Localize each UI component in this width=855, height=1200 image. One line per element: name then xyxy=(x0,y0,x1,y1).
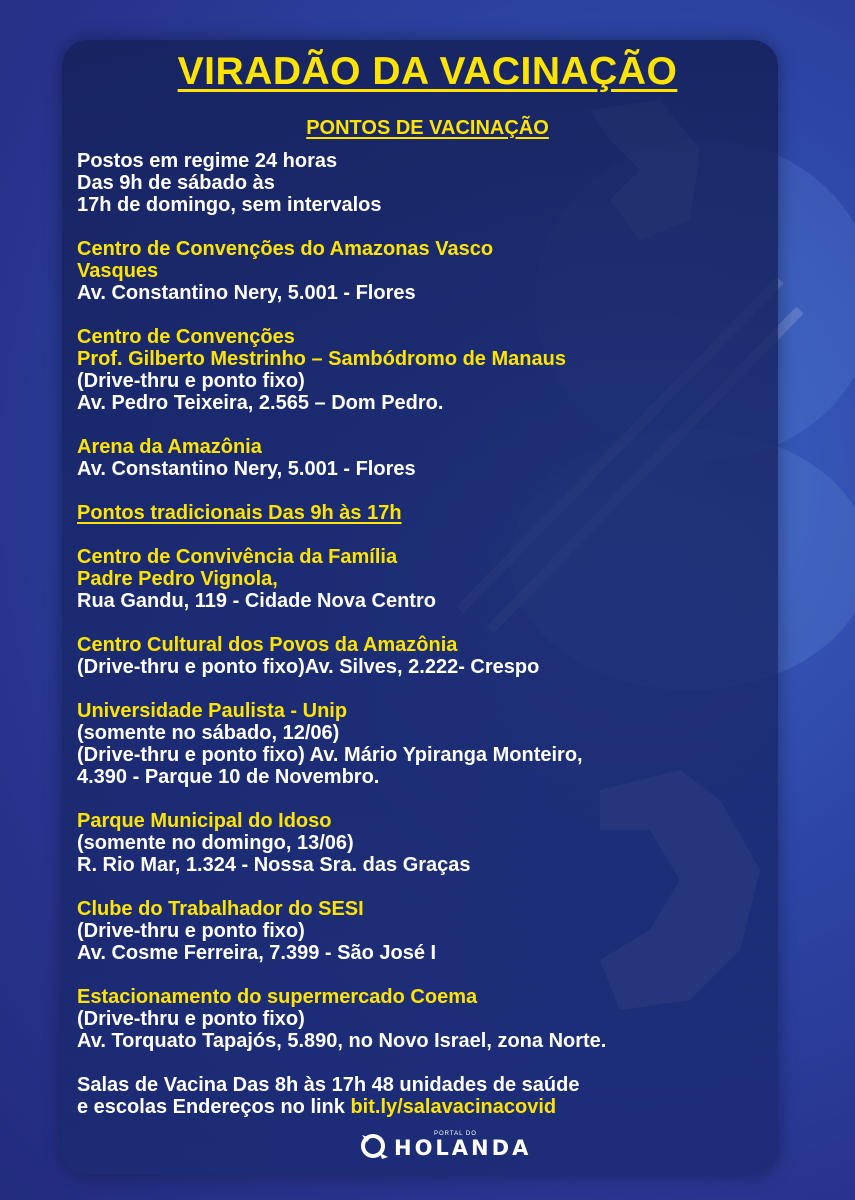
location-detail: Av. Cosme Ferreira, 7.399 - São José I xyxy=(77,942,437,964)
location-name: Centro de Convenções do Amazonas Vasco xyxy=(77,238,494,260)
location-name: Estacionamento do supermercado Coema xyxy=(77,986,478,1008)
location-detail: Av. Torquato Tapajós, 5.890, no Novo Israel, zona Norte. xyxy=(77,1030,607,1052)
portal-logo xyxy=(358,1128,531,1162)
location-detail: (Drive-thru e ponto fixo) xyxy=(77,920,305,942)
traditional-heading: Pontos tradicionais Das 9h às 17h xyxy=(77,502,402,524)
location-name: Vasques xyxy=(77,260,159,282)
location-item xyxy=(77,238,767,304)
footer-line xyxy=(77,1096,767,1118)
location-detail: (Drive-thru e ponto fixo) xyxy=(77,1008,305,1030)
location-item xyxy=(77,810,767,876)
location-detail: R. Rio Mar, 1.324 - Nossa Sra. das Graças xyxy=(77,854,471,876)
location-name: Parque Municipal do Idoso xyxy=(77,810,332,832)
page-title-text: VIRADÃO DA VACINAÇÃO xyxy=(177,50,678,93)
location-detail: Av. Constantino Nery, 5.001 - Flores xyxy=(77,458,416,480)
location-item xyxy=(77,986,767,1052)
location-detail: Av. Pedro Teixeira, 2.565 – Dom Pedro. xyxy=(77,392,444,414)
location-detail: (Drive-thru e ponto fixo) Av. Mário Ypiranga Monteiro, xyxy=(77,744,583,766)
page-title xyxy=(0,50,855,94)
intro-line: Postos em regime 24 horas xyxy=(77,150,338,172)
location-detail: Rua Gandu, 119 - Cidade Nova Centro xyxy=(77,590,436,612)
location-item xyxy=(77,326,767,414)
location-name: Universidade Paulista - Unip xyxy=(77,700,348,722)
location-name: Centro Cultural dos Povos da Amazônia xyxy=(77,634,458,656)
location-detail: (somente no sábado, 12/06) xyxy=(77,722,340,744)
location-name: Clube do Trabalhador do SESI xyxy=(77,898,364,920)
subtitle: PONTOS DE VACINAÇÃO xyxy=(306,117,549,139)
content xyxy=(77,150,767,1118)
location-name: Centro de Convivência da Família xyxy=(77,546,398,568)
location-item xyxy=(77,436,767,480)
location-item xyxy=(77,546,767,612)
location-item xyxy=(77,634,767,678)
location-item xyxy=(77,898,767,964)
location-detail: 4.390 - Parque 10 de Novembro. xyxy=(77,766,380,788)
logo-small-text: PORTAL DO xyxy=(434,1131,477,1137)
vaccine-rooms-link[interactable]: bit.ly/salavacinacovid xyxy=(350,1096,557,1118)
footer-note xyxy=(77,1074,767,1118)
portal-logo-icon xyxy=(358,1129,390,1161)
location-detail: (Drive-thru e ponto fixo) xyxy=(77,370,305,392)
intro-block xyxy=(77,150,767,216)
portal-logo-text xyxy=(394,1131,531,1159)
location-name: Prof. Gilberto Mestrinho – Sambódromo de Manaus xyxy=(77,348,566,370)
footer-text: e escolas Endereços no link xyxy=(77,1096,351,1118)
logo-big-text: HOLANDA xyxy=(394,1136,532,1160)
footer-line: Salas de Vacina Das 8h às 17h 48 unidades de saúde xyxy=(77,1074,580,1096)
location-name: Padre Pedro Vignola, xyxy=(77,568,278,590)
location-name: Centro de Convenções xyxy=(77,326,295,348)
location-item xyxy=(77,700,767,788)
location-name: Arena da Amazônia xyxy=(77,436,262,458)
intro-line: Das 9h de sábado às xyxy=(77,172,275,194)
location-detail: (Drive-thru e ponto fixo)Av. Silves, 2.222- Crespo xyxy=(77,656,540,678)
intro-line: 17h de domingo, sem intervalos xyxy=(77,194,382,216)
location-detail: Av. Constantino Nery, 5.001 - Flores xyxy=(77,282,416,304)
location-detail: (somente no domingo, 13/06) xyxy=(77,832,354,854)
